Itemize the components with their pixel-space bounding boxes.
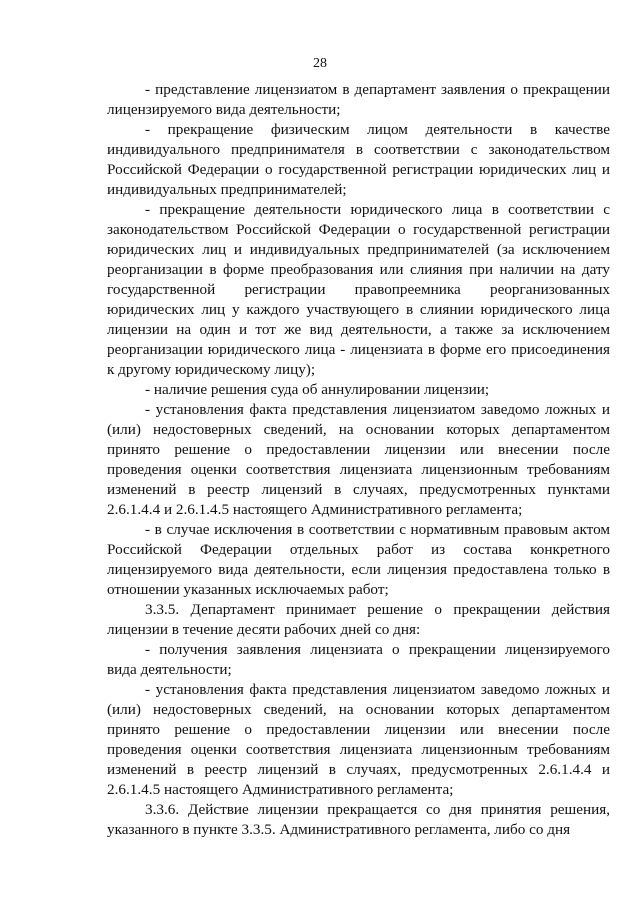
paragraph-application-received: - получения заявления лицензиата о прекращении лицензируемого вида деятельности; — [107, 641, 610, 678]
page-number: 28 — [313, 56, 327, 71]
paragraph-section-3-3-6: 3.3.6. Действие лицензии прекращается со дня принятия решения, указанного в пункте 3.3.5. Административного регламента, либо со дня — [107, 801, 610, 838]
paragraph-false-information-2: - установления факта представления лицензиатом заведомо ложных и (или) недостоверных сведений, на основании которых департаментом принято решение о предоставлении лицензии или внесении после проведения оценки соответствия лицензиата лицензионным требованиям изменений в реестр лицензий в случаях, предусмотренных 2.6.1.4.4 и 2.6.1.4.5 настоящего Административного регламента; — [107, 681, 610, 798]
paragraph-section-3-3-5: 3.3.5. Департамент принимает решение о прекращении действия лицензии в течение десяти рабочих дней со дня: — [107, 601, 610, 638]
paragraph-excluded-works: - в случае исключения в соответствии с нормативным правовым актом Российской Федерации отдельных работ из состава конкретного лицензируемого вида деятельности, если лицензия предоставлена только в отношении указанных исключаемых работ; — [107, 521, 610, 598]
paragraph-entrepreneur-termination: - прекращение физическим лицом деятельности в качестве индивидуального предпринимателя в соответствии с законодательством Российской Федерации о государственной регистрации юридических лиц и индивидуальных предпринимателей; — [107, 121, 610, 198]
paragraph-court-decision: - наличие решения суда об аннулировании лицензии; — [145, 381, 490, 398]
document-body — [107, 80, 610, 840]
paragraph-false-information: - установления факта представления лицензиатом заведомо ложных и (или) недостоверных сведений, на основании которых департаментом принято решение о предоставлении лицензии или внесении после проведения оценки соответствия лицензиата лицензионным требованиям изменений в реестр лицензий в случаях, предусмотренных пунктами 2.6.1.4.4 и 2.6.1.4.5 настоящего Административного регламента; — [107, 401, 610, 518]
paragraph-legal-entity-termination: - прекращение деятельности юридического лица в соответствии с законодательством Российской Федерации о государственной регистрации юридических лиц и индивидуальных предпринимателей (за исключением реорганизации в форме преобразования или слияния при наличии на дату государственной регистрации правопреемника реорганизованных юридических лиц у каждого участвующего в слиянии юридического лица лицензии на один и тот же вид деятельности, а также за исключением реорганизации юридического лица - лицензиата в форме его присоединения к другому юридическому лицу); — [107, 201, 610, 378]
paragraph-license-termination-application: - представление лицензиатом в департамент заявления о прекращении лицензируемого вида деятельности; — [107, 81, 610, 118]
